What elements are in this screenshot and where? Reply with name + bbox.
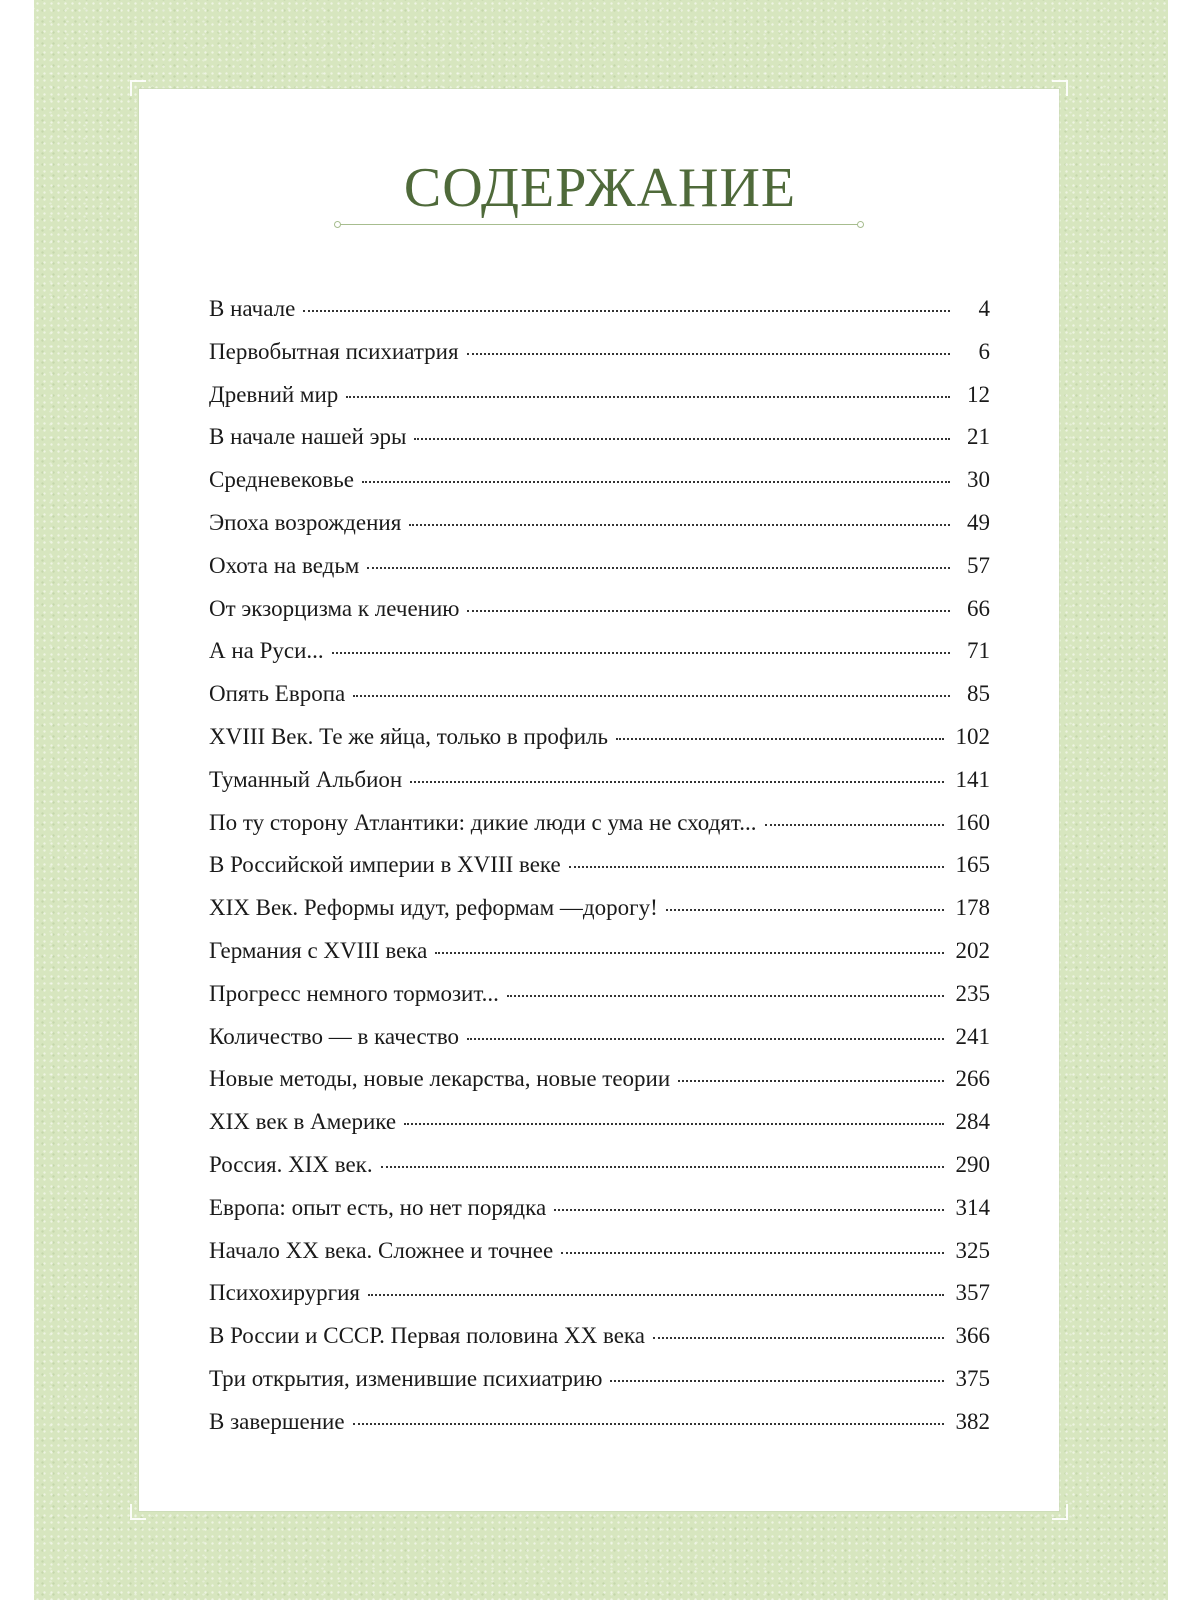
toc-entry[interactable]	[209, 339, 990, 382]
toc-entry[interactable]	[209, 1109, 990, 1152]
toc-entry[interactable]	[209, 1024, 990, 1067]
toc-entry-page-number: 266	[955, 1066, 990, 1092]
toc-entry-title: Начало XX века. Сложнее и точнее	[209, 1237, 554, 1263]
toc-entry-page-number: 30	[967, 467, 990, 493]
table-of-contents	[209, 296, 990, 1452]
toc-entry-page-number: 382	[955, 1408, 990, 1434]
dot-leader	[653, 1337, 944, 1339]
dot-leader	[678, 1080, 943, 1082]
dot-leader	[404, 1123, 943, 1125]
toc-entry[interactable]	[209, 553, 990, 596]
toc-entry-title: Прогресс немного тормозит...	[209, 980, 499, 1006]
page-title: СОДЕРЖАНИЕ	[403, 157, 797, 219]
toc-entry-page-number: 366	[955, 1323, 990, 1349]
dot-leader	[435, 952, 943, 954]
toc-entry-title: Психохирургия	[209, 1280, 361, 1306]
toc-entry-page-number: 235	[955, 980, 990, 1006]
toc-entry-title: Средневековье	[209, 467, 354, 493]
toc-entry[interactable]	[209, 1195, 990, 1238]
dot-leader	[362, 481, 950, 483]
toc-entry-page-number: 357	[955, 1280, 990, 1306]
toc-entry-page-number: 375	[955, 1365, 990, 1391]
dot-leader	[346, 396, 950, 398]
toc-entry-page-number: 49	[967, 509, 990, 535]
toc-entry[interactable]	[209, 467, 990, 510]
dot-leader	[507, 995, 944, 997]
dot-leader	[409, 524, 950, 526]
toc-entry[interactable]	[209, 724, 990, 767]
toc-entry-page-number: 71	[967, 638, 990, 664]
dot-leader	[414, 438, 950, 440]
divider-dot-icon	[334, 221, 341, 228]
dot-leader	[410, 781, 943, 783]
toc-entry-title: Туманный Альбион	[209, 766, 403, 792]
toc-entry[interactable]	[209, 1280, 990, 1323]
toc-entry-title: XVIII Век. Те же яйца, только в профиль	[209, 723, 609, 749]
toc-entry-page-number: 21	[967, 424, 990, 450]
toc-entry-title: От экзорцизма к лечению	[209, 595, 460, 621]
toc-entry[interactable]	[209, 1409, 990, 1452]
toc-entry-title: В начале нашей эры	[209, 424, 407, 450]
divider-dot-icon	[857, 221, 864, 228]
corner-ornament-icon	[1052, 80, 1068, 96]
toc-entry[interactable]	[209, 1152, 990, 1195]
dot-leader	[561, 1252, 943, 1254]
toc-entry-page-number: 314	[955, 1194, 990, 1220]
toc-entry-title: Древний мир	[209, 381, 339, 407]
toc-entry[interactable]	[209, 895, 990, 938]
toc-entry-title: Охота на ведьм	[209, 552, 360, 578]
toc-entry-page-number: 165	[955, 852, 990, 878]
toc-entry-page-number: 57	[967, 552, 990, 578]
toc-entry[interactable]	[209, 638, 990, 681]
toc-entry-page-number: 178	[955, 895, 990, 921]
toc-entry[interactable]	[209, 810, 990, 853]
toc-entry-title: Эпоха возрождения	[209, 509, 402, 535]
dot-leader	[368, 1294, 943, 1296]
toc-entry-title: Три открытия, изменившие психиатрию	[209, 1365, 603, 1391]
dot-leader	[303, 310, 950, 312]
toc-entry-page-number: 202	[955, 937, 990, 963]
toc-entry-page-number: 141	[955, 766, 990, 792]
toc-entry-title: В Российской империи в XVIII веке	[209, 852, 561, 878]
dot-leader	[554, 1209, 943, 1211]
toc-entry-title: XIX век в Америке	[209, 1109, 397, 1135]
corner-ornament-icon	[130, 1504, 146, 1520]
toc-entry-page-number: 284	[955, 1109, 990, 1135]
dot-leader	[765, 824, 944, 826]
dot-leader	[367, 567, 950, 569]
toc-entry-page-number: 12	[967, 381, 990, 407]
toc-entry[interactable]	[209, 852, 990, 895]
toc-entry-title: Количество — в качество	[209, 1023, 460, 1049]
toc-entry[interactable]	[209, 767, 990, 810]
dot-leader	[353, 695, 950, 697]
corner-ornament-icon	[1052, 1504, 1068, 1520]
toc-entry-title: Новые методы, новые лекарства, новые теории	[209, 1066, 671, 1092]
toc-entry-title: Европа: опыт есть, но нет порядка	[209, 1194, 547, 1220]
toc-entry-page-number: 6	[978, 338, 990, 364]
dot-leader	[666, 909, 944, 911]
toc-entry[interactable]	[209, 938, 990, 981]
toc-entry-title: Первобытная психиатрия	[209, 338, 459, 364]
title-divider	[340, 224, 858, 225]
corner-ornament-icon	[130, 80, 146, 96]
toc-entry-title: В начале	[209, 296, 296, 321]
dot-leader	[353, 1423, 944, 1425]
toc-entry-page-number: 4	[978, 296, 990, 321]
toc-entry[interactable]	[209, 1366, 990, 1409]
toc-entry-page-number: 102	[955, 723, 990, 749]
dot-leader	[332, 652, 950, 654]
dot-leader	[610, 1380, 943, 1382]
toc-entry-title: В России и СССР. Первая половина XX века	[209, 1323, 645, 1349]
dot-leader	[467, 353, 950, 355]
toc-entry-title: В завершение	[209, 1408, 345, 1434]
toc-entry-page-number: 290	[955, 1151, 990, 1177]
toc-entry[interactable]	[209, 681, 990, 724]
toc-entry[interactable]	[209, 1323, 990, 1366]
toc-entry-title: XIX Век. Реформы идут, реформам —дорогу!	[209, 895, 658, 921]
toc-entry-title: Опять Европа	[209, 681, 346, 707]
toc-entry-page-number: 325	[955, 1237, 990, 1263]
toc-entry-page-number: 160	[955, 809, 990, 835]
toc-entry[interactable]	[209, 424, 990, 467]
toc-entry[interactable]	[209, 596, 990, 639]
toc-entry-title: Россия. XIX век.	[209, 1151, 373, 1177]
toc-entry[interactable]	[209, 1066, 990, 1109]
dot-leader	[467, 610, 950, 612]
toc-entry-title: А на Руси...	[209, 638, 324, 664]
toc-entry[interactable]	[209, 382, 990, 425]
toc-entry[interactable]	[209, 981, 990, 1024]
toc-entry-title: Германия с XVIII века	[209, 937, 428, 963]
toc-entry-page-number: 85	[967, 681, 990, 707]
toc-entry-page-number: 66	[967, 595, 990, 621]
toc-entry-page-number: 241	[955, 1023, 990, 1049]
toc-entry[interactable]	[209, 1238, 990, 1281]
dot-leader	[467, 1038, 943, 1040]
toc-entry[interactable]	[209, 510, 990, 553]
dot-leader	[569, 866, 944, 868]
dot-leader	[616, 738, 943, 740]
toc-entry[interactable]	[209, 296, 990, 339]
toc-entry-title: По ту сторону Атлантики: дикие люди с ума не сходят...	[209, 809, 757, 835]
dot-leader	[381, 1166, 944, 1168]
